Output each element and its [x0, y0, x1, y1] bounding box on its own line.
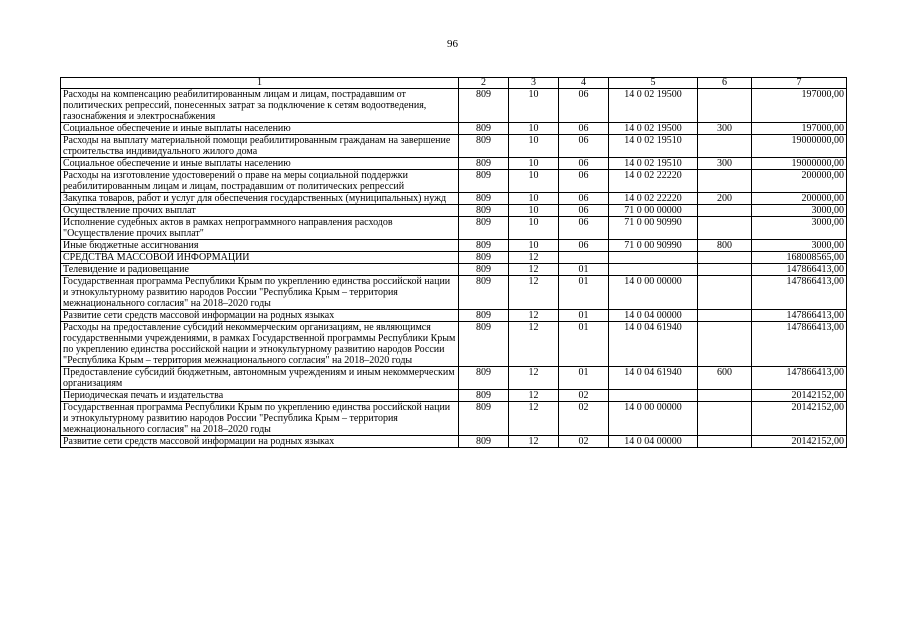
- row-name-cell: Социальное обеспечение и иные выплаты населению: [61, 158, 459, 170]
- row-name-cell: Закупка товаров, работ и услуг для обеспечения государственных (муниципальных) нужд: [61, 193, 459, 205]
- table-row: [61, 158, 847, 170]
- target-article-cell: 71 0 00 00000: [609, 205, 698, 217]
- target-article-cell: 14 0 04 00000: [609, 310, 698, 322]
- table-row: [61, 240, 847, 252]
- subsection-code-cell: 06: [559, 135, 609, 158]
- subsection-code-cell: 01: [559, 264, 609, 276]
- section-code-cell: 10: [509, 193, 559, 205]
- ved-code-cell: 809: [459, 264, 509, 276]
- expense-type-cell: [698, 390, 752, 402]
- column-header: 1: [61, 78, 459, 89]
- ved-code-cell: 809: [459, 367, 509, 390]
- row-name-cell: Расходы на компенсацию реабилитированным лицам и лицам, пострадавшим от политических репрессий, понесенных затрат за подключение к сетям водоотведения, газоснабжения и электроснабжения: [61, 89, 459, 123]
- ved-code-cell: 809: [459, 276, 509, 310]
- ved-code-cell: 809: [459, 310, 509, 322]
- table-row: [61, 135, 847, 158]
- amount-cell: 200000,00: [752, 170, 847, 193]
- amount-cell: 20142152,00: [752, 402, 847, 436]
- subsection-code-cell: 06: [559, 158, 609, 170]
- subsection-code-cell: 06: [559, 240, 609, 252]
- column-header: 4: [559, 78, 609, 89]
- expense-type-cell: [698, 89, 752, 123]
- section-code-cell: 10: [509, 158, 559, 170]
- row-name-cell: Государственная программа Республики Крым по укреплению единства российской нации и этнокультурному развитию народов России "Республика Крым – территория межнационального согласия" на 2018–2020 годы: [61, 276, 459, 310]
- ved-code-cell: 809: [459, 390, 509, 402]
- subsection-code-cell: 06: [559, 89, 609, 123]
- expense-type-cell: [698, 264, 752, 276]
- section-code-cell: 12: [509, 390, 559, 402]
- budget-table: [60, 77, 847, 448]
- amount-cell: 147866413,00: [752, 276, 847, 310]
- ved-code-cell: 809: [459, 252, 509, 264]
- table-row: [61, 170, 847, 193]
- target-article-cell: 14 0 02 22220: [609, 193, 698, 205]
- header-row: [61, 78, 847, 89]
- ved-code-cell: 809: [459, 193, 509, 205]
- expense-type-cell: [698, 217, 752, 240]
- row-name-cell: СРЕДСТВА МАССОВОЙ ИНФОРМАЦИИ: [61, 252, 459, 264]
- amount-cell: 3000,00: [752, 240, 847, 252]
- row-name-cell: Расходы на предоставление субсидий некоммерческим организациям, не являющимся государственными учреждениями, в рамках Государственной программы Республики Крым по укреплению единства российской нации и этнокультурному развитию народов России "Республика Крым – территория межнационального согласия" на 2018–2020 годы: [61, 322, 459, 367]
- target-article-cell: 14 0 02 19500: [609, 123, 698, 135]
- row-name-cell: Иные бюджетные ассигнования: [61, 240, 459, 252]
- expense-type-cell: 200: [698, 193, 752, 205]
- section-code-cell: 10: [509, 135, 559, 158]
- target-article-cell: 14 0 02 19510: [609, 158, 698, 170]
- section-code-cell: 12: [509, 276, 559, 310]
- ved-code-cell: 809: [459, 240, 509, 252]
- ved-code-cell: 809: [459, 89, 509, 123]
- table-row: [61, 252, 847, 264]
- target-article-cell: [609, 264, 698, 276]
- expense-type-cell: 300: [698, 123, 752, 135]
- ved-code-cell: 809: [459, 322, 509, 367]
- subsection-code-cell: 06: [559, 123, 609, 135]
- column-header: 2: [459, 78, 509, 89]
- table-row: [61, 276, 847, 310]
- section-code-cell: 10: [509, 240, 559, 252]
- subsection-code-cell: 06: [559, 217, 609, 240]
- section-code-cell: 10: [509, 89, 559, 123]
- table-row: [61, 322, 847, 367]
- target-article-cell: 14 0 00 00000: [609, 276, 698, 310]
- ved-code-cell: 809: [459, 217, 509, 240]
- amount-cell: 197000,00: [752, 89, 847, 123]
- amount-cell: 20142152,00: [752, 390, 847, 402]
- column-header: 5: [609, 78, 698, 89]
- expense-type-cell: [698, 402, 752, 436]
- amount-cell: 19000000,00: [752, 135, 847, 158]
- ved-code-cell: 809: [459, 135, 509, 158]
- row-name-cell: Развитие сети средств массовой информации на родных языках: [61, 436, 459, 448]
- amount-cell: 147866413,00: [752, 310, 847, 322]
- section-code-cell: 12: [509, 264, 559, 276]
- target-article-cell: 71 0 00 90990: [609, 240, 698, 252]
- expense-type-cell: [698, 205, 752, 217]
- target-article-cell: 14 0 02 22220: [609, 170, 698, 193]
- target-article-cell: 14 0 04 61940: [609, 367, 698, 390]
- subsection-code-cell: 02: [559, 390, 609, 402]
- amount-cell: 3000,00: [752, 205, 847, 217]
- expense-type-cell: [698, 276, 752, 310]
- target-article-cell: 71 0 00 90990: [609, 217, 698, 240]
- ved-code-cell: 809: [459, 436, 509, 448]
- ved-code-cell: 809: [459, 123, 509, 135]
- table-row: [61, 264, 847, 276]
- table-row: [61, 205, 847, 217]
- expense-type-cell: [698, 252, 752, 264]
- row-name-cell: Расходы на изготовление удостоверений о праве на меры социальной поддержки реабилитированным лицам и лицам, пострадавшим от политических репрессий: [61, 170, 459, 193]
- row-name-cell: Социальное обеспечение и иные выплаты населению: [61, 123, 459, 135]
- row-name-cell: Государственная программа Республики Крым по укреплению единства российской нации и этнокультурному развитию народов России "Республика Крым – территория межнационального согласия" на 2018–2020 годы: [61, 402, 459, 436]
- expense-type-cell: [698, 436, 752, 448]
- expense-type-cell: 600: [698, 367, 752, 390]
- column-header: 3: [509, 78, 559, 89]
- section-code-cell: 10: [509, 217, 559, 240]
- expense-type-cell: [698, 310, 752, 322]
- ved-code-cell: 809: [459, 205, 509, 217]
- ved-code-cell: 809: [459, 158, 509, 170]
- amount-cell: 200000,00: [752, 193, 847, 205]
- row-name-cell: Предоставление субсидий бюджетным, автономным учреждениям и иным некоммерческим организациям: [61, 367, 459, 390]
- amount-cell: 147866413,00: [752, 264, 847, 276]
- column-header: 6: [698, 78, 752, 89]
- subsection-code-cell: 06: [559, 170, 609, 193]
- section-code-cell: 12: [509, 322, 559, 367]
- target-article-cell: 14 0 02 19510: [609, 135, 698, 158]
- subsection-code-cell: 01: [559, 276, 609, 310]
- expense-type-cell: [698, 135, 752, 158]
- row-name-cell: Осуществление прочих выплат: [61, 205, 459, 217]
- table-row: [61, 390, 847, 402]
- row-name-cell: Расходы на выплату материальной помощи реабилитированным гражданам на завершение строительства индивидуального жилого дома: [61, 135, 459, 158]
- section-code-cell: 10: [509, 205, 559, 217]
- amount-cell: 20142152,00: [752, 436, 847, 448]
- subsection-code-cell: 01: [559, 322, 609, 367]
- target-article-cell: 14 0 04 00000: [609, 436, 698, 448]
- section-code-cell: 12: [509, 310, 559, 322]
- column-header: 7: [752, 78, 847, 89]
- row-name-cell: Периодическая печать и издательства: [61, 390, 459, 402]
- section-code-cell: 12: [509, 402, 559, 436]
- subsection-code-cell: 01: [559, 310, 609, 322]
- section-code-cell: 10: [509, 123, 559, 135]
- table-row: [61, 217, 847, 240]
- table-row: [61, 310, 847, 322]
- target-article-cell: 14 0 00 00000: [609, 402, 698, 436]
- subsection-code-cell: [559, 252, 609, 264]
- amount-cell: 197000,00: [752, 123, 847, 135]
- amount-cell: 168008565,00: [752, 252, 847, 264]
- table-row: [61, 402, 847, 436]
- table-row: [61, 193, 847, 205]
- amount-cell: 19000000,00: [752, 158, 847, 170]
- target-article-cell: [609, 252, 698, 264]
- subsection-code-cell: 01: [559, 367, 609, 390]
- table-row: [61, 89, 847, 123]
- row-name-cell: Исполнение судебных актов в рамках непрограммного направления расходов "Осуществление прочих выплат": [61, 217, 459, 240]
- section-code-cell: 12: [509, 436, 559, 448]
- amount-cell: 147866413,00: [752, 367, 847, 390]
- page-number: 96: [447, 38, 458, 50]
- table-row: [61, 367, 847, 390]
- subsection-code-cell: 06: [559, 205, 609, 217]
- target-article-cell: [609, 390, 698, 402]
- row-name-cell: Телевидение и радиовещание: [61, 264, 459, 276]
- row-name-cell: Развитие сети средств массовой информации на родных языках: [61, 310, 459, 322]
- section-code-cell: 12: [509, 367, 559, 390]
- amount-cell: 3000,00: [752, 217, 847, 240]
- ved-code-cell: 809: [459, 402, 509, 436]
- table-row: [61, 123, 847, 135]
- table-row: [61, 436, 847, 448]
- section-code-cell: 12: [509, 252, 559, 264]
- subsection-code-cell: 02: [559, 436, 609, 448]
- expense-type-cell: 300: [698, 158, 752, 170]
- section-code-cell: 10: [509, 170, 559, 193]
- ved-code-cell: 809: [459, 170, 509, 193]
- subsection-code-cell: 02: [559, 402, 609, 436]
- subsection-code-cell: 06: [559, 193, 609, 205]
- expense-type-cell: [698, 170, 752, 193]
- expense-type-cell: [698, 322, 752, 367]
- target-article-cell: 14 0 04 61940: [609, 322, 698, 367]
- amount-cell: 147866413,00: [752, 322, 847, 367]
- target-article-cell: 14 0 02 19500: [609, 89, 698, 123]
- expense-type-cell: 800: [698, 240, 752, 252]
